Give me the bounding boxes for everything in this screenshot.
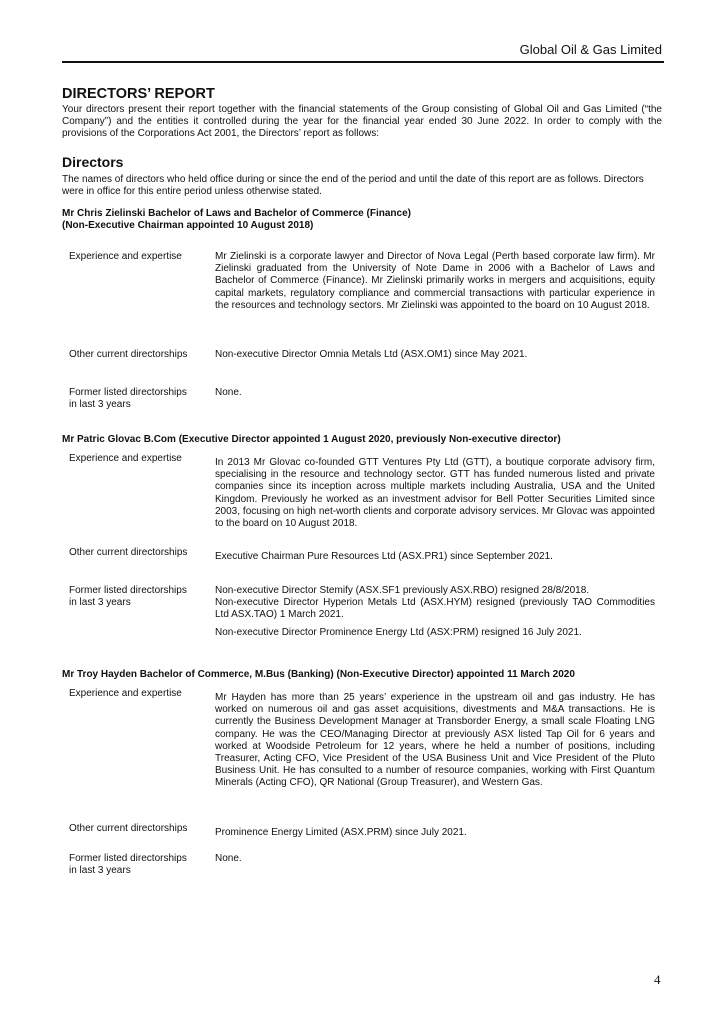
label-line: in last 3 years [69,597,131,609]
other-directorships-text: Non-executive Director Omnia Metals Ltd (ASX.OM1) since May 2021. [215,349,528,360]
experience-text: Mr Zielinski is a corporate lawyer and Director of Nova Legal (Perth based corporate law firm). Mr Zielinski graduated from the University of Note Dame in 2006 with a Bachelor of Laws and Bachelor of Commerce (Finance). Mr Zielinski primarily works in mergers and acquisitions, equity capital markets, regulatory compliance and commercial transactions with particular experience in the resources and technology sectors. Mr Zielinski was appointed to the board on 10 August 2018. [215,251,655,311]
experience-label: Experience and expertise [69,453,182,464]
header-rule [62,61,664,63]
former-directorships-label [69,585,209,609]
director-heading [62,208,672,232]
intro-paragraph: Your directors present their report together with the financial statements of the Group consisting of Global Oil and Gas Limited (“the Company”) and the entities it controlled during the year for the financial year ended 30 June 2022. In order to comply with the provisions of the Corporations Act 2001, the Directors’ report as follows: [62,104,662,140]
company-header: Global Oil & Gas Limited [519,42,662,57]
former-item: Non-executive Director Hyperion Metals Ltd (ASX.HYM) resigned (previously TAO Commodities Ltd ASX.TAO) 1 March 2021. [215,597,655,621]
former-directorships-text [215,585,655,639]
label-line: in last 3 years [69,865,131,877]
other-directorships-label: Other current directorships [69,349,188,360]
experience-label: Experience and expertise [69,251,182,262]
director-role: (Non-Executive Chairman appointed 10 August 2018) [62,220,314,232]
directors-heading: Directors [62,154,124,170]
former-directorships-label [69,387,209,411]
other-directorships-text: Executive Chairman Pure Resources Ltd (ASX.PR1) since September 2021. [215,551,553,562]
former-item: Non-executive Director Stemify (ASX.SF1 previously ASX.RBO) resigned 28/8/2018. [215,585,590,596]
former-directorships-text: None. [215,387,242,398]
other-directorships-label: Other current directorships [69,547,188,558]
report-title: DIRECTORS’ REPORT [62,86,215,102]
experience-text: In 2013 Mr Glovac co-founded GTT Ventures Pty Ltd (GTT), a boutique corporate advisory firm, specialising in the resource and technology sector. GTT has funded numerous listed and private companies since its inception across multiple markets including Australia, USA and the United Kingdom. Previously he worked as an investment advisor for Bell Potter Securities Limited since 2003, focusing on high net-worth clients and corporate advisory services. Mr Glovac was appointed to the board on 10 August 2018. [215,457,655,530]
experience-text: Mr Hayden has more than 25 years’ experience in the upstream oil and gas industry. He has worked on numerous oil and gas asset acquisitions, divestments and M&A transactions. He is currently the Business Development Manager at Transborder Energy, a small scale Floating LNG company. He was the CEO/Managing Director at previously ASX listed Tap Oil for 6 years and worked at Woodside Petroleum for 12 years, where he held a number of positions, including Treasurer, Acting CFO, Vice President of the USA Business Unit and Vice President of the Pluto Business Unit. He has consulted to a number of resource companies, working with First Quantum Minerals (Acting CFO), QR National (Group Treasurer), and Western Gas. [215,692,655,789]
other-directorships-text: Prominence Energy Limited (ASX.PRM) since July 2021. [215,827,467,838]
label-line: Former listed directorships [69,387,187,398]
label-line: Former listed directorships [69,585,187,596]
page-number: 4 [654,972,661,987]
director-heading: Mr Troy Hayden Bachelor of Commerce, M.Bus (Banking) (Non-Executive Director) appointed 11 March 2020 [62,669,575,680]
director-heading: Mr Patric Glovac B.Com (Executive Director appointed 1 August 2020, previously Non-executive director) [62,434,561,445]
label-line: in last 3 years [69,399,131,411]
label-line: Former listed directorships [69,853,187,864]
former-directorships-text: None. [215,853,242,864]
other-directorships-label: Other current directorships [69,823,188,834]
former-item: Non-executive Director Prominence Energy Ltd (ASX:PRM) resigned 16 July 2021. [215,626,582,638]
director-name: Mr Chris Zielinski Bachelor of Laws and Bachelor of Commerce (Finance) [62,208,411,219]
experience-label: Experience and expertise [69,688,182,699]
former-directorships-label [69,853,209,877]
directors-intro: The names of directors who held office during or since the end of the period and until the date of this report are as follows. Directors were in office for this entire period unless otherwise stated. [62,174,644,198]
